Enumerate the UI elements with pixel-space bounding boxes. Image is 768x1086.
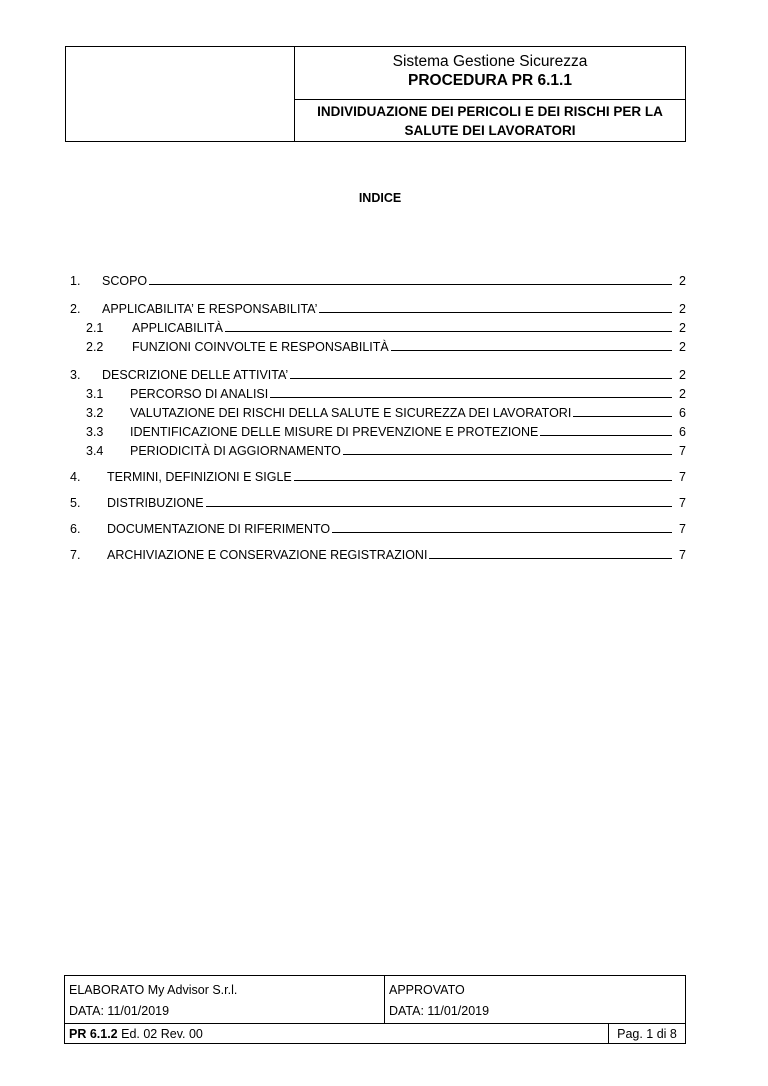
prepared-date: DATA: 11/01/2019 xyxy=(69,1004,170,1018)
system-name: Sistema Gestione Sicurezza xyxy=(392,53,588,70)
header-title-cell xyxy=(295,47,685,100)
toc-page: 6 xyxy=(679,406,686,420)
approved-cell xyxy=(385,976,685,1023)
document-code xyxy=(69,1027,203,1041)
toc-entry[interactable] xyxy=(86,338,686,356)
toc-label: DESCRIZIONE DELLE ATTIVITA’ xyxy=(102,368,289,382)
document-header xyxy=(65,46,686,142)
toc-label: TERMINI, DEFINIZIONI E SIGLE xyxy=(107,470,292,484)
toc-leader xyxy=(391,338,672,351)
toc-entry[interactable] xyxy=(86,423,686,441)
logo-cell xyxy=(66,47,295,141)
toc-leader xyxy=(429,546,672,559)
toc-entry[interactable] xyxy=(70,494,686,512)
toc-number: 3.1 xyxy=(86,387,104,401)
toc-page: 2 xyxy=(679,387,686,401)
approved-label: APPROVATO xyxy=(389,983,465,997)
toc-leader xyxy=(270,385,672,398)
toc-page: 2 xyxy=(679,340,686,354)
toc-page: 6 xyxy=(679,425,686,439)
toc-page: 2 xyxy=(679,274,686,288)
doc-edition: Ed. 02 Rev. 00 xyxy=(117,1027,203,1041)
toc-number: 1. xyxy=(70,274,81,288)
toc-leader xyxy=(294,468,672,481)
toc-label: ARCHIVIAZIONE E CONSERVAZIONE REGISTRAZIONI xyxy=(107,548,428,562)
subject-line-1: INDIVIDUAZIONE DEI PERICOLI E DEI RISCHI PER LA xyxy=(317,104,663,119)
toc-page: 7 xyxy=(679,444,686,458)
doc-code: PR 6.1.2 xyxy=(69,1027,118,1041)
toc-number: 2.2 xyxy=(86,340,104,354)
toc-page: 2 xyxy=(679,368,686,382)
index-title: INDICE xyxy=(358,191,402,205)
toc-number: 3.3 xyxy=(86,425,104,439)
toc-label: DISTRIBUZIONE xyxy=(107,496,204,510)
toc-label: APPLICABILITÀ xyxy=(132,321,224,335)
toc-number: 5. xyxy=(70,496,81,510)
procedure-subject xyxy=(295,100,685,141)
toc-label: PERCORSO DI ANALISI xyxy=(130,387,269,401)
toc-entry[interactable] xyxy=(86,319,686,337)
toc-leader xyxy=(573,404,672,417)
toc-leader xyxy=(332,520,672,533)
toc-entry[interactable] xyxy=(70,520,686,538)
toc-leader xyxy=(225,319,672,332)
toc-number: 3.2 xyxy=(86,406,104,420)
toc-number: 6. xyxy=(70,522,81,536)
toc-entry[interactable] xyxy=(70,546,686,564)
prepared-by: ELABORATO My Advisor S.r.l. xyxy=(69,983,238,997)
toc-number: 2.1 xyxy=(86,321,104,335)
toc-page: 2 xyxy=(679,302,686,316)
toc-entry[interactable] xyxy=(86,442,686,460)
subject-line-2: SALUTE DEI LAVORATORI xyxy=(404,123,576,138)
toc-leader xyxy=(290,366,672,379)
toc-leader xyxy=(206,494,672,507)
document-footer xyxy=(64,975,686,1044)
toc-entry[interactable] xyxy=(70,468,686,486)
footer-info-row xyxy=(65,1023,685,1044)
toc-leader xyxy=(149,272,672,285)
toc-number: 3.4 xyxy=(86,444,104,458)
toc-page: 7 xyxy=(679,496,686,510)
prepared-cell xyxy=(65,976,385,1023)
toc-number: 7. xyxy=(70,548,81,562)
toc-label: VALUTAZIONE DEI RISCHI DELLA SALUTE E SICUREZZA DEI LAVORATORI xyxy=(130,406,572,420)
toc-leader xyxy=(319,300,672,313)
toc-label: APPLICABILITA’ E RESPONSABILITA’ xyxy=(102,302,318,316)
toc-entry[interactable] xyxy=(70,272,686,290)
toc-label: DOCUMENTAZIONE DI RIFERIMENTO xyxy=(107,522,331,536)
toc-number: 4. xyxy=(70,470,81,484)
toc-entry[interactable] xyxy=(70,300,686,318)
approved-date: DATA: 11/01/2019 xyxy=(389,1004,490,1018)
toc-leader xyxy=(540,423,672,436)
toc-entry[interactable] xyxy=(86,404,686,422)
toc-leader xyxy=(343,442,672,455)
toc-label: IDENTIFICAZIONE DELLE MISURE DI PREVENZIONE E PROTEZIONE xyxy=(130,425,539,439)
toc-page: 7 xyxy=(679,548,686,562)
procedure-code: PROCEDURA PR 6.1.1 xyxy=(408,72,572,89)
toc-entry[interactable] xyxy=(86,385,686,403)
toc-number: 2. xyxy=(70,302,81,316)
page-number: Pag. 1 di 8 xyxy=(608,1024,685,1044)
toc-label: PERIODICITÀ DI AGGIORNAMENTO xyxy=(130,444,341,458)
toc-page: 7 xyxy=(679,470,686,484)
toc-label: SCOPO xyxy=(102,274,148,288)
toc-page: 2 xyxy=(679,321,686,335)
toc-entry[interactable] xyxy=(70,366,686,384)
toc-number: 3. xyxy=(70,368,81,382)
toc-label: FUNZIONI COINVOLTE E RESPONSABILITÀ xyxy=(132,340,389,354)
toc-page: 7 xyxy=(679,522,686,536)
